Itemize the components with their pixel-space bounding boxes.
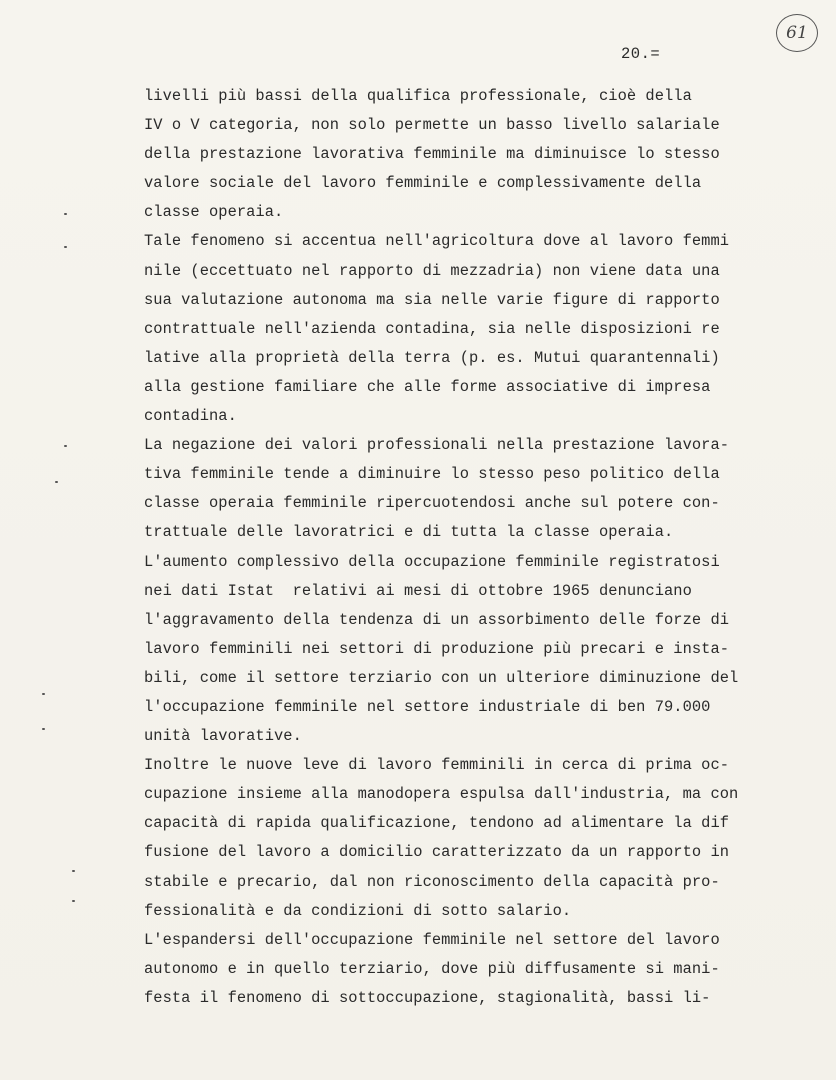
text-line: lavoro femminili nei settori di produzione più precari e insta- bbox=[144, 639, 730, 658]
text-line: tiva femminile tende a diminuire lo stesso peso politico della bbox=[144, 465, 720, 484]
text-line: della prestazione lavorativa femminile ma diminuisce lo stesso bbox=[144, 145, 720, 164]
margin-mark bbox=[42, 728, 45, 730]
text-line: nile (eccettuato nel rapporto di mezzadria) non viene data una bbox=[144, 261, 720, 280]
text-line: trattuale delle lavoratrici e di tutta la classe operaia. bbox=[144, 523, 674, 542]
text-line: IV o V categoria, non solo permette un basso livello salariale bbox=[144, 116, 720, 135]
text-line: autonomo e in quello terziario, dove più diffusamente si mani- bbox=[144, 959, 720, 978]
text-line: contrattuale nell'azienda contadina, sia nelle disposizioni re bbox=[144, 319, 720, 338]
text-line: Inoltre le nuove leve di lavoro femminili in cerca di prima oc- bbox=[144, 756, 730, 775]
text-line: La negazione dei valori professionali nella prestazione lavora- bbox=[144, 436, 730, 455]
text-line: unità lavorative. bbox=[144, 727, 302, 746]
archive-stamp bbox=[776, 14, 818, 52]
text-line: cupazione insieme alla manodopera espulsa dall'industria, ma con bbox=[144, 785, 739, 804]
text-line: festa il fenomeno di sottoccupazione, stagionalità, bassi li- bbox=[144, 988, 711, 1007]
text-line: Tale fenomeno si accentua nell'agricoltura dove al lavoro femmi bbox=[144, 232, 730, 251]
text-line: capacità di rapida qualificazione, tendono ad alimentare la dif bbox=[144, 814, 730, 833]
text-line: l'aggravamento della tendenza di un assorbimento delle forze di bbox=[144, 610, 730, 629]
text-line: contadina. bbox=[144, 407, 237, 426]
text-line: stabile e precario, dal non riconoscimento della capacità pro- bbox=[144, 872, 720, 891]
margin-mark bbox=[72, 900, 75, 902]
margin-mark bbox=[72, 870, 75, 872]
margin-mark bbox=[64, 213, 67, 215]
text-line: classe operaia. bbox=[144, 203, 284, 222]
text-line: L'espandersi dell'occupazione femminile nel settore del lavoro bbox=[144, 930, 720, 949]
text-line: L'aumento complessivo della occupazione femminile registratosi bbox=[144, 552, 720, 571]
margin-mark bbox=[64, 246, 67, 248]
text-line: alla gestione familiare che alle forme associative di impresa bbox=[144, 377, 711, 396]
text-line: l'occupazione femminile nel settore industriale di ben 79.000 bbox=[144, 697, 711, 716]
text-line: lative alla proprietà della terra (p. es. Mutui quarantennali) bbox=[144, 348, 720, 367]
text-line: classe operaia femminile ripercuotendosi anche sul potere con- bbox=[144, 494, 720, 513]
page-number: 20.= bbox=[621, 45, 661, 63]
text-line: sua valutazione autonoma ma sia nelle varie figure di rapporto bbox=[144, 290, 720, 309]
archive-stamp-number: 61 bbox=[786, 23, 808, 43]
text-line: fusione del lavoro a domicilio caratterizzato da un rapporto in bbox=[144, 843, 730, 862]
text-line: nei dati Istat relativi ai mesi di ottobre 1965 denunciano bbox=[144, 581, 692, 600]
body-text bbox=[144, 82, 784, 1013]
margin-mark bbox=[42, 693, 45, 695]
text-line: valore sociale del lavoro femminile e complessivamente della bbox=[144, 174, 702, 193]
margin-mark bbox=[55, 481, 58, 483]
text-line: bili, come il settore terziario con un ulteriore diminuzione del bbox=[144, 668, 739, 687]
margin-mark bbox=[64, 445, 67, 447]
text-line: fessionalità e da condizioni di sotto salario. bbox=[144, 901, 572, 920]
text-line: livelli più bassi della qualifica professionale, cioè della bbox=[144, 87, 692, 105]
